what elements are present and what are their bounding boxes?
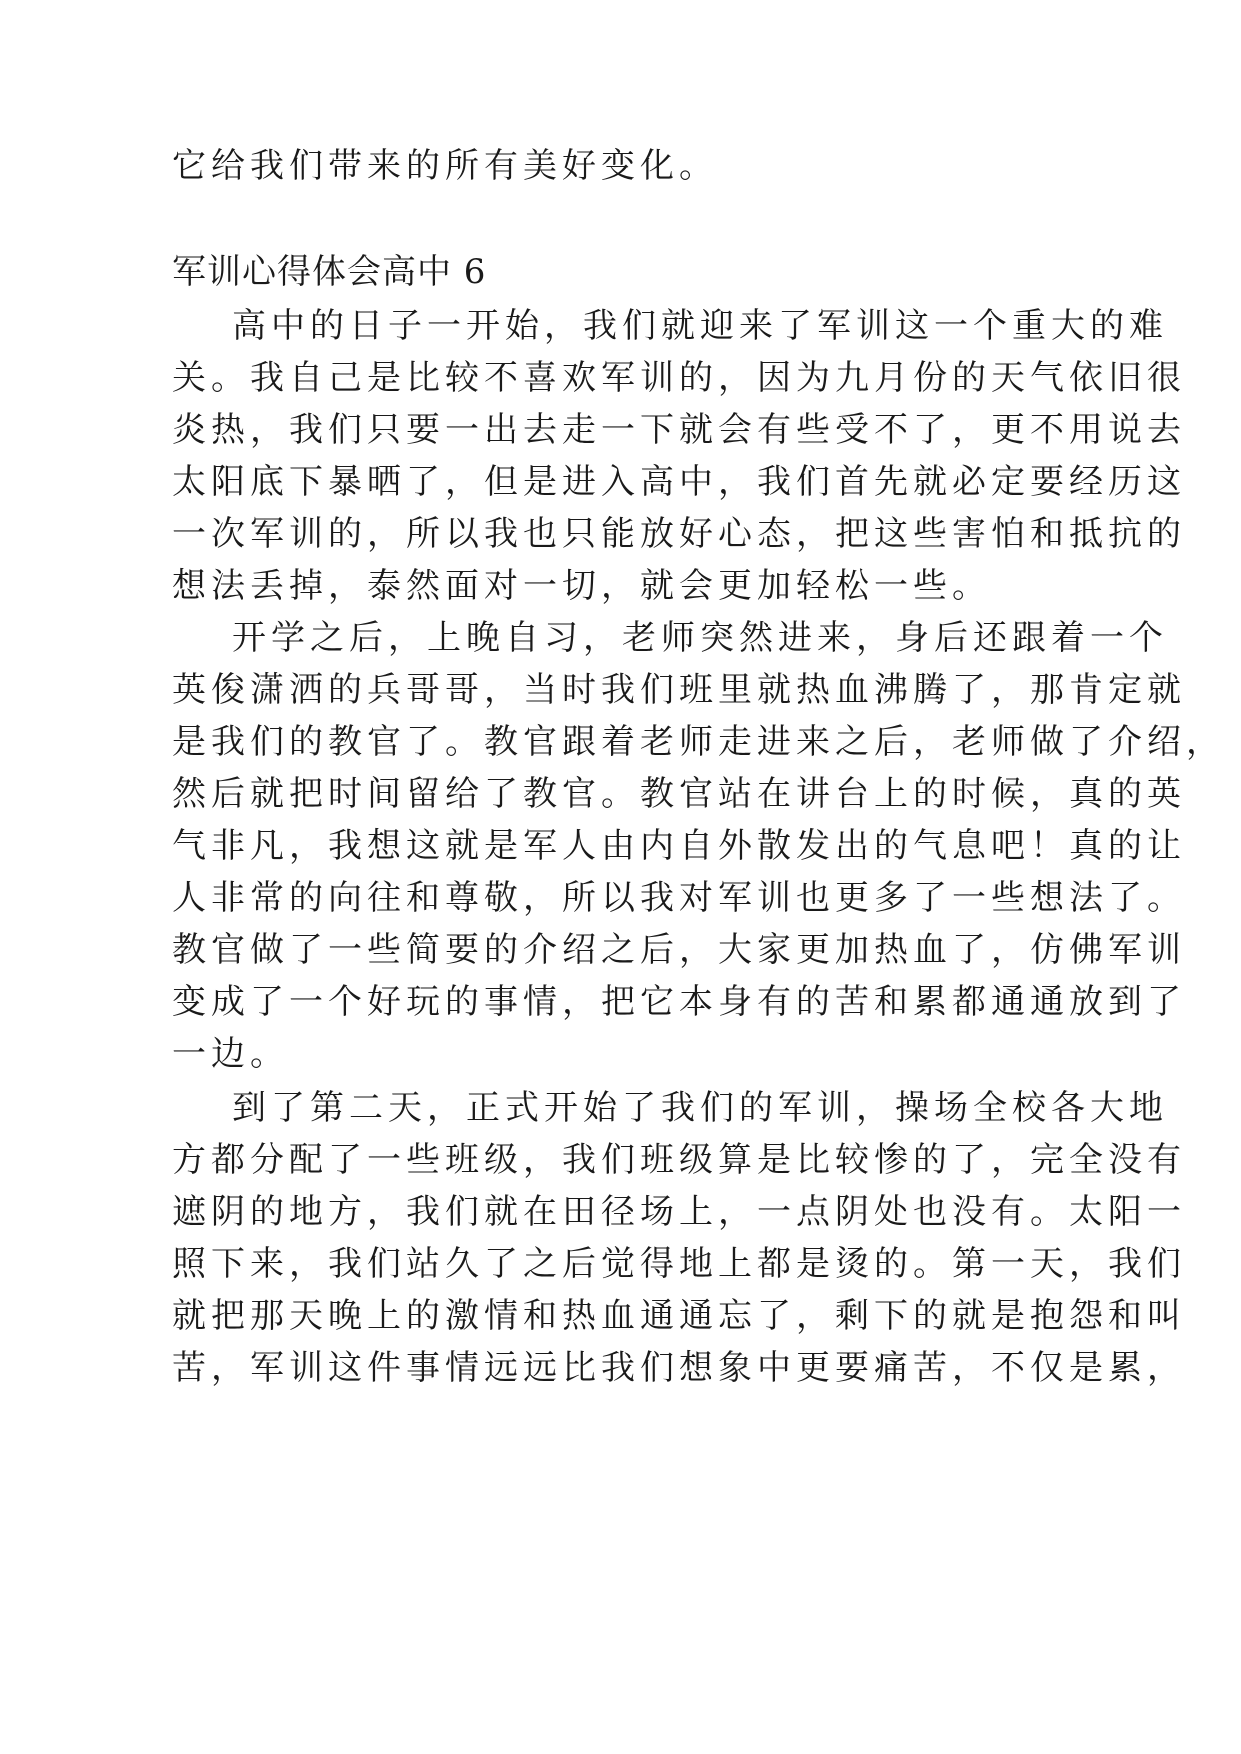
- paragraph-line: 人非常的向往和尊敬，所以我对军训也更多了一些想法了。: [172, 878, 1186, 918]
- paragraph-line: 炎热，我们只要一出去走一下就会有些受不了，更不用说去: [172, 410, 1186, 450]
- paragraph-line: 高中的日子一开始，我们就迎来了军训这一个重大的难: [232, 306, 1168, 346]
- paragraph-line: 一边。: [172, 1034, 289, 1074]
- paragraph-line: 英俊潇洒的兵哥哥，当时我们班里就热血沸腾了，那肯定就: [172, 670, 1186, 710]
- paragraph-line: 就把那天晚上的激情和热血通通忘了，剩下的就是抱怨和叫: [172, 1296, 1186, 1336]
- paragraph-line: 一次军训的，所以我也只能放好心态，把这些害怕和抵抗的: [172, 514, 1186, 554]
- paragraph-line: 太阳底下暴晒了，但是进入高中，我们首先就必定要经历这: [172, 462, 1186, 502]
- paragraph-line: 关。我自己是比较不喜欢军训的，因为九月份的天气依旧很: [172, 358, 1186, 398]
- paragraph-line: 想法丢掉，泰然面对一切，就会更加轻松一些。: [172, 566, 991, 606]
- paragraph-line: 开学之后，上晚自习，老师突然进来，身后还跟着一个: [232, 618, 1168, 658]
- paragraph-line: 遮阴的地方，我们就在田径场上，一点阴处也没有。太阳一: [172, 1192, 1186, 1232]
- section-title: 军训心得体会高中 6: [172, 252, 487, 292]
- paragraph-line: 气非凡，我想这就是军人由内自外散发出的气息吧！真的让: [172, 826, 1186, 866]
- paragraph-line: 然后就把时间留给了教官。教官站在讲台上的时候，真的英: [172, 774, 1186, 814]
- paragraph-line: 是我们的教官了。教官跟着老师走进来之后，老师做了介绍，: [172, 722, 1225, 762]
- lead-in-line: 它给我们带来的所有美好变化。: [172, 146, 718, 186]
- paragraph-line: 方都分配了一些班级，我们班级算是比较惨的了，完全没有: [172, 1140, 1186, 1180]
- paragraph-line: 变成了一个好玩的事情，把它本身有的苦和累都通通放到了: [172, 982, 1186, 1022]
- paragraph-line: 到了第二天，正式开始了我们的军训，操场全校各大地: [232, 1088, 1168, 1128]
- paragraph-line: 教官做了一些简要的介绍之后，大家更加热血了，仿佛军训: [172, 930, 1186, 970]
- paragraph-line: 苦，军训这件事情远远比我们想象中更要痛苦，不仅是累，: [172, 1348, 1186, 1388]
- paragraph-line: 照下来，我们站久了之后觉得地上都是烫的。第一天，我们: [172, 1244, 1186, 1284]
